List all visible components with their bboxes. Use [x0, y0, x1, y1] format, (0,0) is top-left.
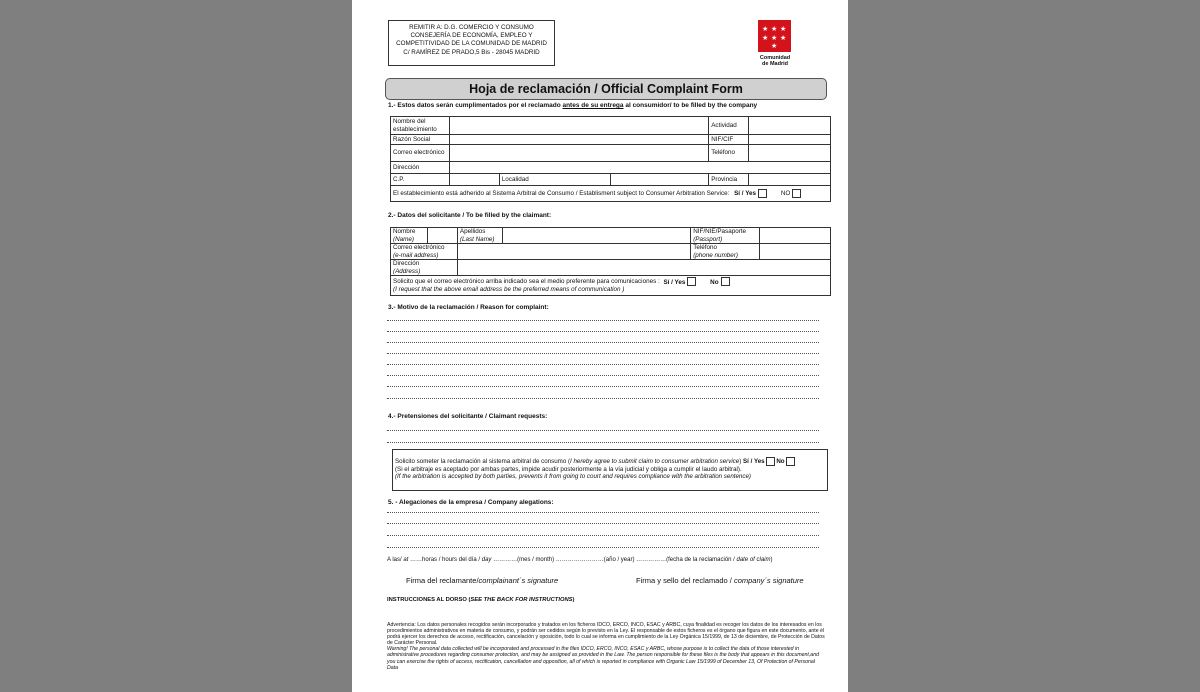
arb-line-2: (Si el arbitraje es aceptado por ambas partes, impide acudir posteriormente a la vía judicial y obliga a cumplir el laudo arbitral).	[395, 466, 742, 473]
complaint-line	[387, 398, 819, 399]
nombre-establecimiento-field[interactable]	[449, 117, 708, 135]
complaint-line	[387, 353, 819, 354]
logo-text	[748, 55, 802, 67]
company-signature-label	[636, 576, 804, 585]
telefono-field[interactable]	[749, 145, 831, 162]
alegations-line	[387, 547, 819, 548]
instructions-note	[387, 597, 574, 603]
correo-field[interactable]	[449, 145, 708, 162]
section-5-heading: 5. - Alegaciones de la empresa / Company alegations:	[388, 499, 554, 506]
arbitration-yes-checkbox[interactable]	[766, 457, 775, 466]
label-apellidos-en: (Last Name)	[459, 235, 495, 243]
section-1-heading-post: al consumidor/ to be filled by the company	[623, 102, 758, 109]
label-apellidos	[457, 228, 502, 244]
address-line-3: COMPETITIVIDAD DE LA COMUNIDAD DE MADRID	[396, 40, 547, 48]
apellidos-field[interactable]	[502, 228, 690, 244]
label-provincia: Provincia	[709, 174, 749, 186]
date-part-2: ……horas / hours del día /	[408, 557, 481, 563]
claimant-data-table	[390, 227, 831, 296]
label-apellidos-es: Apellidos	[459, 228, 486, 236]
label-nombre	[391, 228, 428, 244]
logo-line-1: Comunidad	[759, 55, 791, 61]
nif-cif-field[interactable]	[749, 135, 831, 145]
company-sig-en: company´s signature	[733, 576, 804, 585]
star-icon: ★	[771, 43, 778, 50]
claimant-sig-en: complainant´s signature	[478, 576, 559, 585]
provincia-field[interactable]	[749, 174, 831, 186]
yes-label: Sí / Yes	[663, 278, 686, 286]
star-icon: ★	[771, 35, 778, 42]
arbitration-no-checkbox[interactable]	[786, 457, 795, 466]
alegations-line	[387, 512, 819, 513]
form-title: Hoja de reclamación / Official Complaint Form	[385, 78, 827, 100]
label-direccion-en: (Address)	[393, 267, 421, 275]
date-part-3-en: date of claim	[736, 557, 771, 563]
label-direccion-claimant	[391, 260, 458, 276]
star-icon: ★	[762, 35, 769, 42]
alegations-line	[387, 523, 819, 524]
arbitration-adhered-row	[391, 186, 831, 202]
claimant-sig-es: Firma del reclamante/	[406, 576, 479, 585]
label-telefono-es: Teléfono	[693, 244, 718, 252]
label-correo-electronico	[391, 244, 458, 260]
yes-label: Sí / Yes	[734, 190, 757, 198]
nombre-field[interactable]	[427, 228, 457, 244]
label-direccion: Dirección	[391, 162, 450, 174]
label-cp: C.P.	[391, 174, 450, 186]
complaint-line	[387, 331, 819, 332]
address-box	[388, 20, 555, 66]
section-1-heading-pre: 1.- Estos datos serán cumplimentados por el reclamado	[388, 102, 563, 109]
date-part-1-en: at	[403, 557, 409, 563]
label-nif-es: NIF/NIE/Pasaporte	[693, 228, 747, 236]
star-icon: ★	[780, 26, 787, 33]
complaint-line	[387, 320, 819, 321]
section-1-heading	[388, 102, 757, 109]
legal-warning	[387, 622, 827, 671]
requests-line	[387, 430, 819, 431]
complaint-line	[387, 386, 819, 387]
yes-checkbox[interactable]	[758, 189, 767, 198]
label-nombre-es: Nombre	[393, 228, 416, 236]
complaint-line	[387, 364, 819, 365]
label-razon-social: Razón Social	[391, 135, 450, 145]
yes-label: Sí / Yes	[743, 458, 765, 466]
email-preference-row	[391, 276, 831, 296]
address-line-2: CONSEJERÍA DE ECONOMÍA, EMPLEO Y	[410, 32, 533, 40]
section-3-heading: 3.- Motivo de la reclamación / Reason for complaint:	[388, 304, 549, 311]
no-checkbox[interactable]	[792, 189, 801, 198]
actividad-field[interactable]	[749, 117, 831, 135]
arb-line-3: (If the arbitration is accepted by both parties, prevents it from going to court and requires compliance with the arbitration sentence)	[395, 473, 751, 481]
label-correo: Correo electrónico	[391, 145, 450, 162]
date-part-2-en: day	[481, 557, 492, 563]
address-line-4: C/ RAMÍREZ DE PRADO,5 Bis - 28045 MADRID	[403, 48, 540, 56]
legal-warning-en: Warning! The personal data collected will be incorporated and processed in the files IDCO, ERCO, INCO, ESAC y ARBC, whose purpose is to collect the data of those interested in administrative procedures regarding consumer protection, and may be assigned as provided in the Law. The person responsible for these files is the body that appears in this document,and you can exercise the rights of access, rectification, cancellation and opposition, all of which is reported in compliance with Organic Law 15/1999 of December 13, Of Protection of Personal Data	[387, 646, 819, 671]
label-correo-en: (e-mail address)	[393, 251, 439, 259]
address-line-1: REMITIR A: D.G. COMERCIO Y CONSUMO	[409, 24, 534, 31]
no-label: NO	[780, 190, 791, 198]
label-actividad: Actividad	[709, 117, 749, 135]
label-direccion-es: Dirección	[393, 260, 420, 268]
direccion-field[interactable]	[449, 162, 830, 174]
localidad-field[interactable]	[610, 174, 709, 186]
email-pref-label: Solicito que el correo electrónico arriba indicado sea el medio preferente para comunicaciones :	[393, 278, 660, 286]
legal-warning-es: Advertencia: Los datos personales recogidos serán incorporados y tratados en los ficheros IDCO, ERCO, INCO, ESAC y ARBC, cuya finalidad es recoger los datos de los interesados en los procedimientos administrativos en materia de consumo, y podrán ser cedidos según lo previsto en la Ley. El responsable de estos ficheros es el órgano que figura en este documento, ante él podrá ejercer los derechos de acceso, rectificación, cancelación y oposición, todo lo cual se informa en cumplimiento de la Ley Orgánica 15/1999, de 13 de diciembre, de Protección de Datos de Carácter Personal.	[387, 622, 825, 647]
arbitration-adhered-label: El establecimiento está adherido al Sistema Arbitral de Consumo / Establisment subject to Consumer Arbitration Service:	[393, 190, 730, 198]
instructions-text: INSTRUCCIONES AL DORSO (	[387, 597, 471, 603]
complaint-line	[387, 375, 819, 376]
email-pref-no-checkbox[interactable]	[721, 277, 730, 286]
email-pref-label-en: (I request that the above email address be the preferred means of communication )	[393, 286, 625, 294]
instructions-text-en: SEE THE BACK FOR INSTRUCTIONS	[470, 597, 573, 603]
label-nif-en: (Passport)	[693, 235, 723, 243]
alegations-line	[387, 535, 819, 536]
nif-pasaporte-field[interactable]	[760, 228, 831, 244]
date-part-4: )	[770, 557, 773, 563]
arbitration-request-box	[392, 449, 828, 491]
section-4-heading: 4.- Pretensiones del solicitante / Claimant requests:	[388, 413, 548, 420]
comunidad-madrid-logo	[758, 20, 791, 52]
no-label: No	[710, 278, 719, 286]
label-nif-cif: NIF/CIF	[709, 135, 749, 145]
label-nombre-establecimiento: Nombre del establecimiento	[391, 117, 450, 135]
section-1-heading-underlined: antes de su entrega	[562, 102, 624, 109]
label-telefono-claimant	[691, 244, 760, 260]
complaint-line	[387, 342, 819, 343]
cp-field[interactable]	[449, 174, 499, 186]
correo-electronico-field[interactable]	[457, 244, 690, 260]
no-label: No	[776, 458, 785, 466]
star-icon: ★	[771, 26, 778, 33]
company-sig-es: Firma y sello del reclamado /	[636, 576, 732, 585]
claimant-signature-label	[406, 576, 558, 585]
razon-social-field[interactable]	[449, 135, 708, 145]
star-icon: ★	[762, 26, 769, 33]
form-page	[352, 0, 848, 692]
arb-line-1: Solicito someter la reclamación al sistema arbitral de consumo (	[395, 458, 571, 466]
label-telefono-en: (phone number)	[693, 251, 739, 259]
email-pref-yes-checkbox[interactable]	[687, 277, 696, 286]
label-telefono: Teléfono	[709, 145, 749, 162]
label-localidad: Localidad	[499, 174, 610, 186]
requests-line	[387, 442, 819, 443]
section-2-heading: 2.- Datos del solicitante / To be filled by the claimant:	[388, 212, 552, 219]
label-correo-es: Correo electrónico	[393, 244, 445, 252]
telefono-claimant-field[interactable]	[760, 244, 831, 260]
star-icon: ★	[780, 35, 787, 42]
direccion-claimant-field[interactable]	[457, 260, 830, 276]
arb-line-1-end: )	[739, 458, 742, 466]
company-data-table	[390, 116, 831, 202]
instructions-end: )	[572, 597, 575, 603]
date-part-3: …………(mes / month) ……………………(año / year) ……………(fecha de la reclamación /	[491, 557, 735, 563]
label-nombre-en: (Name)	[393, 235, 414, 243]
date-line	[387, 557, 773, 563]
date-part-1: A las/	[387, 557, 402, 563]
label-nif-pasaporte	[691, 228, 760, 244]
logo-line-2: de Madrid	[762, 61, 788, 67]
arb-line-1-en: I hereby agree to submit claim to consumer arbitration service	[570, 458, 740, 466]
